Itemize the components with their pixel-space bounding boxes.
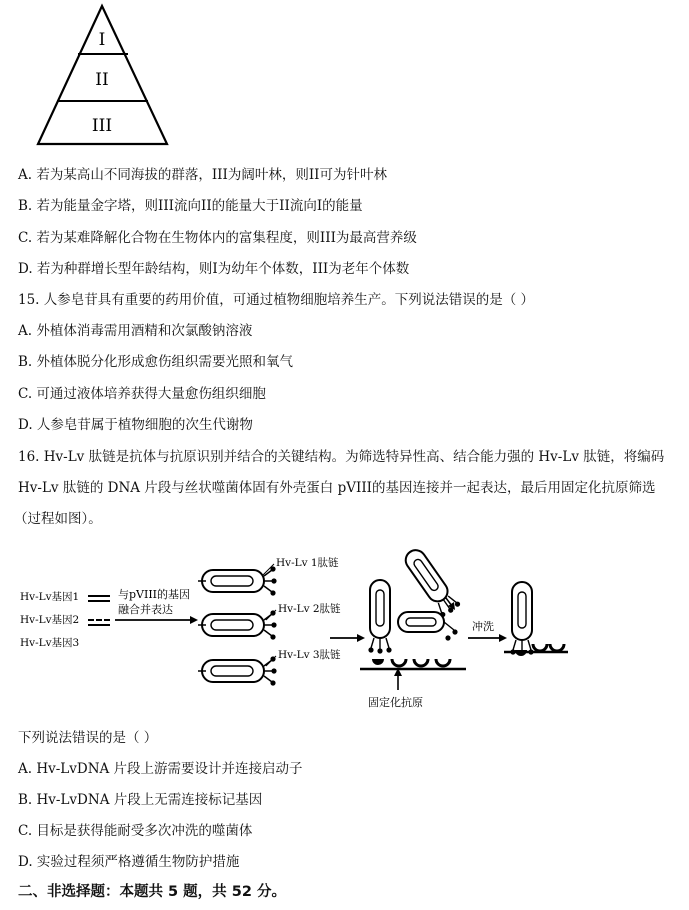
final-phage bbox=[510, 582, 533, 656]
q14-option-b: B. 若为能量金字塔，则III流向II的能量大于II流向I的能量 bbox=[18, 198, 363, 214]
wash-label: 冲洗 bbox=[472, 620, 494, 633]
chain-label-3: Hv-Lv 3肽链 bbox=[278, 649, 341, 661]
q16-stem-line-1: 16. Hv-Lv 肽链是抗体与抗原识别并结合的关键结构。为筛选特异性高、结合能力强的 Hv-Lv 肽链，将编码 bbox=[18, 449, 665, 465]
q16-question: 下列说法错误的是（ ） bbox=[18, 730, 158, 746]
fusion-label-2: 融合并表达 bbox=[118, 603, 173, 616]
q16-option-a: A. Hv-LvDNA 片段上游需要设计并连接启动子 bbox=[18, 761, 303, 777]
antigen-cup-1 bbox=[372, 659, 384, 665]
q15-option-d: D. 人参皂苷属于植物细胞的次生代谢物 bbox=[18, 417, 253, 433]
antigen-cup-3 bbox=[414, 659, 428, 666]
section-2-heading: 二、非选择题：本题共 5 题，共 52 分。 bbox=[18, 884, 286, 900]
final-cup-3 bbox=[550, 644, 564, 651]
pyramid-level-3: III bbox=[91, 116, 113, 136]
bound-phage-1 bbox=[368, 580, 391, 654]
phage-1 bbox=[198, 566, 277, 595]
q16-option-d: D. 实验过程须严格遵循生物防护措施 bbox=[18, 854, 240, 870]
bound-phage-2 bbox=[398, 612, 458, 641]
q16-option-b: B. Hv-LvDNA 片段上无需连接标记基因 bbox=[18, 792, 263, 808]
wash-arrowhead bbox=[499, 634, 507, 642]
gene-label-1: Hv-Lv基因1 bbox=[20, 591, 80, 603]
chain-label-2: Hv-Lv 2肽链 bbox=[278, 603, 341, 615]
q15-option-b: B. 外植体脱分化形成愈伤组织需要光照和氧气 bbox=[18, 354, 294, 370]
q16-option-c: C. 目标是获得能耐受多次冲洗的噬菌体 bbox=[18, 823, 253, 839]
pyramid-level-2: II bbox=[95, 70, 109, 90]
pyramid-figure bbox=[30, 0, 180, 150]
q15-option-c: C. 可通过液体培养获得大量愈伤组织细胞 bbox=[18, 386, 266, 402]
final-cup-1 bbox=[515, 650, 527, 656]
q15-option-a: A. 外植体消毒需用酒精和次氯酸钠溶液 bbox=[18, 323, 253, 339]
gene-label-3: Hv-Lv基因3 bbox=[20, 637, 80, 649]
gene-label-2: Hv-Lv基因2 bbox=[20, 614, 80, 626]
phage-3 bbox=[198, 656, 277, 685]
q14-option-d: D. 若为种群增长型年龄结构，则I为幼年个体数，III为老年个体数 bbox=[18, 261, 410, 277]
q15-stem: 15. 人参皂苷具有重要的药用价值，可通过植物细胞培养生产。下列说法错误的是（ ） bbox=[18, 292, 535, 308]
q14-option-a: A. 若为某高山不同海拔的群落，III为阔叶林，则II可为针叶林 bbox=[18, 167, 387, 183]
q14-option-c: C. 若为某难降解化合物在生物体内的富集程度，则III为最高营养级 bbox=[18, 230, 417, 246]
pyramid-level-1: I bbox=[98, 30, 106, 50]
screen-arrowhead bbox=[357, 634, 365, 642]
phage-display-diagram bbox=[0, 540, 689, 715]
q16-stem-line-3: （过程如图）。 bbox=[14, 511, 102, 527]
phage-2 bbox=[198, 610, 277, 639]
antigen-cup-2 bbox=[392, 659, 406, 666]
antigen-cup-4 bbox=[436, 659, 450, 666]
antigen-label: 固定化抗原 bbox=[368, 696, 423, 709]
fusion-arrowhead bbox=[190, 616, 198, 624]
fusion-label-1: 与pVIII的基因 bbox=[118, 588, 191, 601]
q16-stem-line-2: Hv-Lv 肽链的 DNA 片段与丝状噬菌体固有外壳蛋白 pVIII的基因连接并一起表达，最后用固定化抗原筛选 bbox=[18, 480, 656, 496]
final-cup-2 bbox=[533, 644, 547, 651]
chain-label-1: Hv-Lv 1肽链 bbox=[276, 557, 339, 569]
